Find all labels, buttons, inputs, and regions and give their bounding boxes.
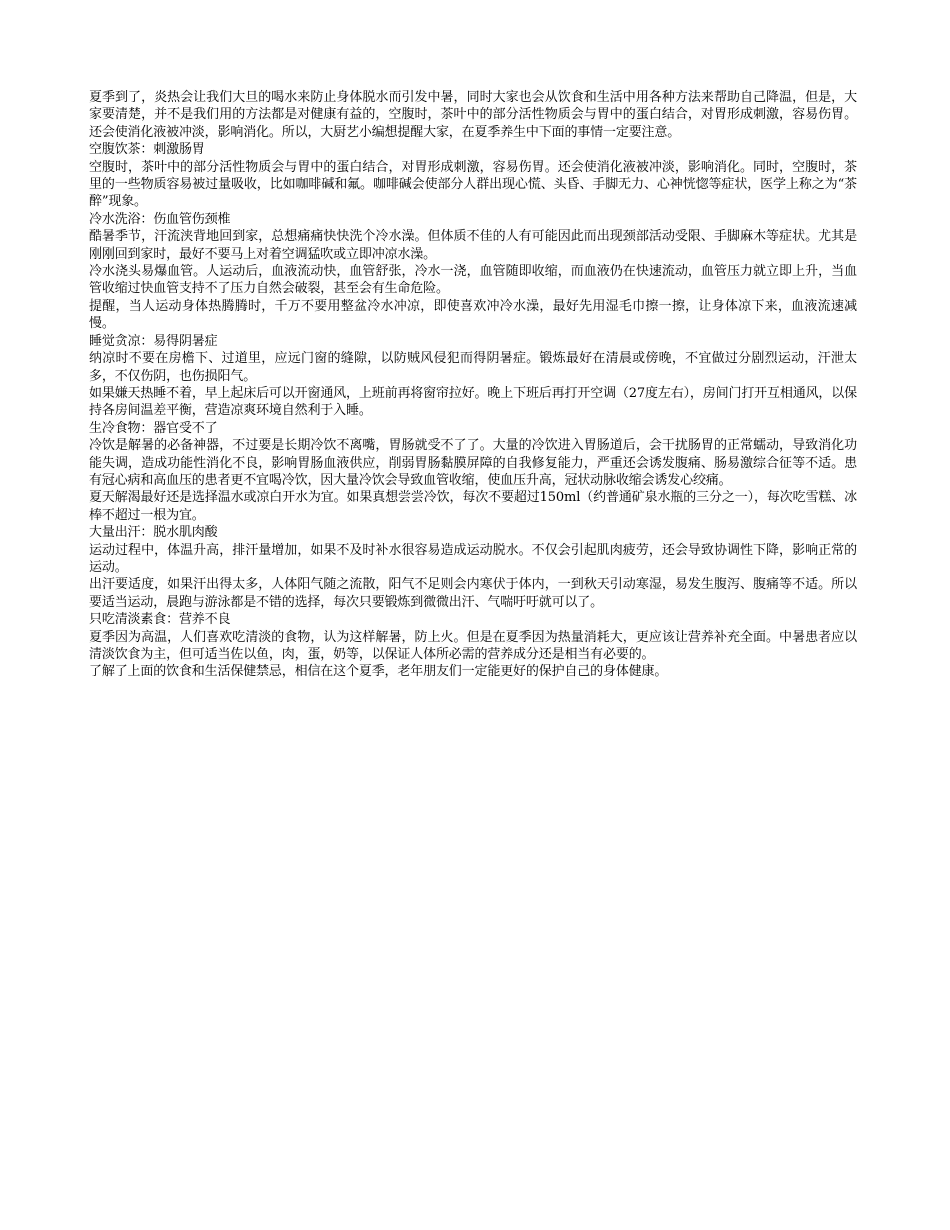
section-heading-sleep-cool: 睡觉贪凉：易得阴暑症	[89, 333, 218, 349]
paragraph: 出汗要适度，如果汗出得太多，人体阳气随之流散，阳气不足则会内寒伏于体内，一到秋天引动寒湿，易发生腹泻、腹痛等不适。所以要适当运动，晨跑与游泳都是不错的选择，每次只要锻炼到微微出汗、气喘吁吁就可以了。	[89, 577, 857, 610]
section-heading-cold-food: 生冷食物：器官受不了	[89, 420, 218, 436]
section-heading-empty-stomach-tea: 空腹饮茶：刺激肠胃	[89, 142, 205, 158]
paragraph: 空腹时，茶叶中的部分活性物质会与胃中的蛋白结合，对胃形成刺激，容易伤胃。还会使消化液被冲淡，影响消化。同时，空腹时，茶里的一些物质容易被过量吸收，比如咖啡碱和氟。咖啡碱会使部分人群出现心慌、头昏、手脚无力、心神恍惚等症状，医学上称之为“茶醉”现象。	[89, 159, 857, 210]
paragraph: 提醒，当人运动身体热腾腾时，千万不要用整盆冷水冲凉，即使喜欢冲冷水澡，最好先用湿毛巾擦一擦，让身体凉下来，血液流速减慢。	[89, 298, 857, 332]
paragraph: 如果嫌天热睡不着，早上起床后可以开窗通风，上班前再将窗帘拉好。晚上下班后再打开空调（27度左右），房间门打开互相通风，以保持各房间温差平衡，营造凉爽环境自然利于入睡。	[89, 385, 857, 419]
section-heading-heavy-sweating: 大量出汗：脱水肌肉酸	[89, 525, 218, 541]
section-heading-vegetarian-only: 只吃清淡素食：营养不良	[89, 612, 231, 628]
paragraph: 冷水浇头易爆血管。人运动后，血液流动快，血管舒张，冷水一浇，血管随即收缩，而血液仍在快速流动，血管压力就立即上升，当血管收缩过快血管支持不了压力自然会破裂，甚至会有生命危险。	[89, 264, 857, 297]
paragraph: 运动过程中，体温升高，排汗量增加，如果不及时补水很容易造成运动脱水。不仅会引起肌肉疲劳，还会导致协调性下降，影响正常的运动。	[89, 542, 857, 575]
paragraph: 酷暑季节，汗流浃背地回到家，总想痛痛快快洗个冷水澡。但体质不佳的人有可能因此而出现颈部活动受限、手脚麻木等症状。尤其是刚刚回到家时，最好不要马上对着空调猛吹或立即冲凉水澡。	[89, 229, 857, 262]
document-body	[89, 89, 857, 681]
paragraph: 夏季因为高温，人们喜欢吃清淡的食物，认为这样解暑，防上火。但是在夏季因为热量消耗大，更应该让营养补充全面。中暑患者应以清淡饮食为主，但可适当佐以鱼，肉，蛋，奶等，以保证人体所必需的营养成分还是相当有必要的。	[89, 629, 857, 662]
paragraph: 夏天解渴最好还是选择温水或凉白开水为宜。如果真想尝尝冷饮，每次不要超过150ml（约普通矿泉水瓶的三分之一），每次吃雪糕、冰棒不超过一根为宜。	[89, 490, 857, 523]
paragraph: 纳凉时不要在房檐下、过道里，应远门窗的缝隙，以防贼风侵犯而得阴暑症。锻炼最好在清晨或傍晚，不宜做过分剧烈运动，汗泄太多，不仅伤阴，也伤损阳气。	[89, 351, 857, 384]
intro-paragraph: 夏季到了，炎热会让我们大旦的喝水来防止身体脱水而引发中暑，同时大家也会从饮食和生活中用各种方法来帮助自己降温，但是，大家要清楚，并不是我们用的方法都是对健康有益的，空腹时，茶叶中的部分活性物质会与胃中的蛋白结合，对胃形成刺激，容易伤胃。还会使消化液被冲淡，影响消化。所以，大厨艺小编想提醒大家，在夏季养生中下面的事情一定要注意。	[89, 90, 857, 140]
closing-paragraph: 了解了上面的饮食和生活保健禁忌，相信在这个夏季，老年朋友们一定能更好的保护自己的身体健康。	[89, 664, 668, 680]
section-heading-cold-bath: 冷水洗浴：伤血管伤颈椎	[89, 211, 231, 227]
paragraph: 冷饮是解暑的必备神器，不过要是长期冷饮不离嘴，胃肠就受不了了。大量的冷饮进入胃肠道后，会干扰肠胃的正常蠕动，导致消化功能失调，造成功能性消化不良，影响胃肠血液供应，削弱胃肠黏膜屏障的自我修复能力，严重还会诱发腹痛、肠易激综合征等不适。患有冠心病和高血压的患者更不宜喝冷饮，因大量冷饮会导致血管收缩，使血压升高，冠状动脉收缩会诱发心绞痛。	[89, 438, 857, 488]
